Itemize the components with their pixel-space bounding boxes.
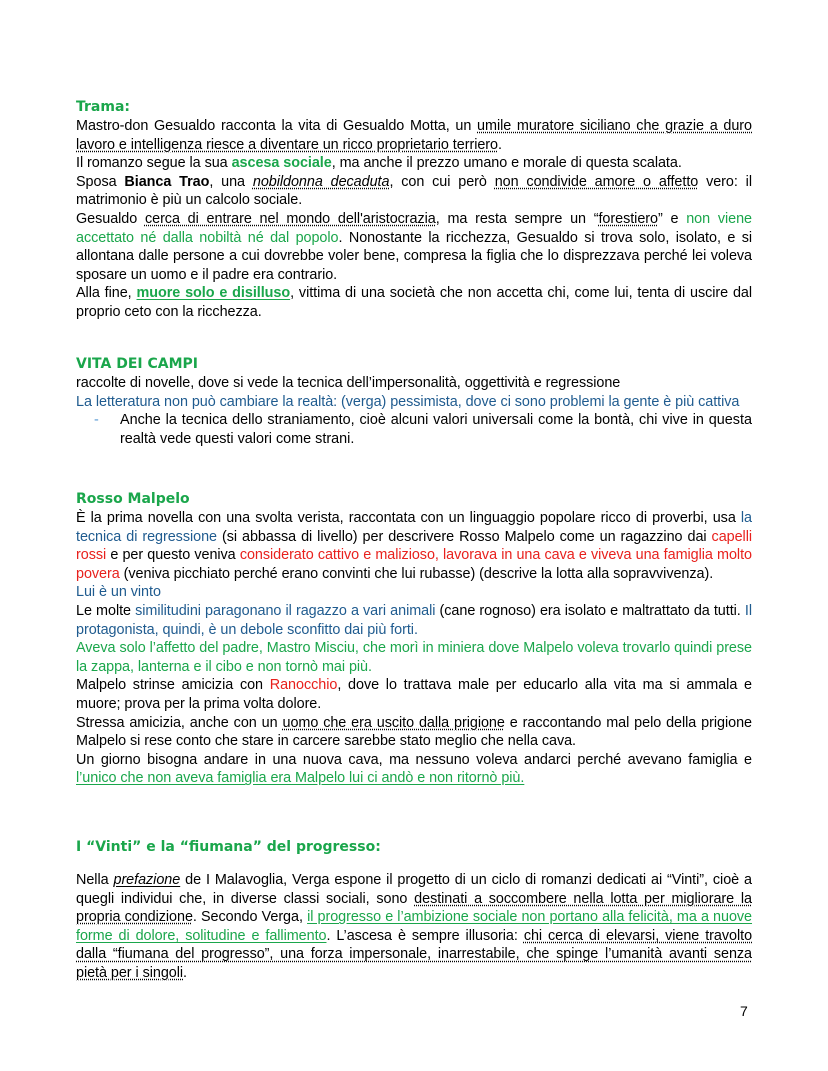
section-rosso-malpelo [76, 490, 752, 788]
rosso-paragraph-3: Le molte similitudini paragonano il ragazzo a vari animali (cane rognoso) era isolato e maltrattato da tutti. Il protagonista, quindi, è un debole sconfitto dai più forti. [76, 602, 753, 638]
trama-paragraph-3: Sposa Bianca Trao, una nobildonna decaduta, con cui però non condivide amore o affetto vero: il matrimonio è più un calcolo sociale. [76, 173, 752, 209]
heading-vinti: I “Vinti” e la “fiumana” del progresso: [76, 839, 381, 855]
trama-paragraph-4: Gesualdo cerca di entrare nel mondo dell'aristocrazia, ma resta sempre un “forestiero” e non viene accettato né dalla nobiltà né dal popolo. Nonostante la ricchezza, Gesualdo si trova solo, isolato, e si allontana dalle persone a cui dovrebbe voler bene, compresa la figlia che lo disprezzava perché lei voleva sposare un uomo e il padre era contrario. [76, 210, 752, 283]
vita-bullet-list [76, 411, 752, 448]
vita-paragraph-1: raccolte di novelle, dove si vede la tecnica dell’impersonalità, oggettività e regressione [76, 375, 621, 391]
trama-paragraph-5: Alla fine, muore solo e disilluso, vittima di una società che non accetta chi, come lui, tenta di uscire dal proprio ceto con la ricchezza. [76, 285, 752, 320]
rosso-paragraph-1: È la prima novella con una svolta verista, raccontata con un linguaggio popolare ricco di proverbi, usa la tecnica di regressione (si abbassa di livello) per descrivere Rosso Malpelo come un ragazzino dai capelli rossi e per questo veniva considerato cattivo e malizioso, lavorava in una cava e viveva una famiglia molto povera (veniva picchiato perché erano convinti che lui rubasse) (descrive la lotta alla sopravvivenza). [76, 510, 752, 582]
heading-vita-dei-campi: VITA DEI CAMPI [76, 356, 198, 372]
heading-rosso-malpelo: Rosso Malpelo [76, 491, 190, 507]
section-trama [76, 98, 752, 322]
trama-paragraph-2: Il romanzo segue la sua ascesa sociale, ma anche il prezzo umano e morale di questa scalata. [76, 155, 682, 172]
trama-paragraph-1: Mastro-don Gesualdo racconta la vita di Gesualdo Motta, un umile muratore siciliano che grazie a duro lavoro e intelligenza riesce a diventare un ricco proprietario terriero. [76, 118, 752, 153]
rosso-paragraph-4: Aveva solo l’affetto del padre, Mastro Misciu, che morì in miniera dove Malpelo voleva trovarlo quindi prese la zappa, lanterna e il cibo e non tornò mai più. [76, 640, 752, 675]
heading-trama: Trama: [76, 99, 130, 115]
rosso-paragraph-2: Lui è un vinto [76, 584, 161, 601]
rosso-paragraph-7: Un giorno bisogna andare in una nuova cava, ma nessuno voleva andarci perché avevano famiglia e l’unico che non aveva famiglia era Malpelo lui ci andò e non ritornò più. [76, 751, 752, 787]
rosso-paragraph-5: Malpelo strinse amicizia con Ranocchio, dove lo trattava male per educarlo alla vita ma si ammala e muore; prova per la prima volta dolore. [76, 677, 752, 712]
bullet-dash: - [94, 412, 99, 429]
rosso-paragraph-6: Stressa amicizia, anche con un uomo che era uscito dalla prigione e raccontando mal pelo della prigione Malpelo si rese conto che stare in carcere sarebbe stato meglio che nella cava. [76, 714, 752, 750]
section-vita-dei-campi [76, 355, 752, 448]
vinti-paragraph-1: Nella prefazione de I Malavoglia, Verga espone il progetto di un ciclo di romanzi dedicati ai “Vinti”, cioè a quegli individui che, in diverse classi sociali, sono destinati a soccombere nella lotta per migliorare la propria condizione. Secondo Verga, il progresso e l’ambizione sociale non portano alla felicità, ma a nuove forme di dolore, solitudine e fallimento. L’ascesa è sempre illusoria: chi cerca di elevarsi, viene travolto dalla “fiumana del progresso”, una forza impersonale, inarrestabile, che spinge l’umanità avanti senza pietà per i singoli. [76, 872, 753, 981]
vita-paragraph-2: La letteratura non può cambiare la realtà: (verga) pessimista, dove ci sono problemi la gente è più cattiva [76, 393, 740, 410]
list-item: - Anche la tecnica dello straniamento, cioè alcuni valori universali come la bontà, chi vive in questa realtà vede questi valori come strani. [94, 412, 752, 447]
section-vinti [76, 838, 752, 983]
page-number: 7 [740, 1003, 748, 1019]
